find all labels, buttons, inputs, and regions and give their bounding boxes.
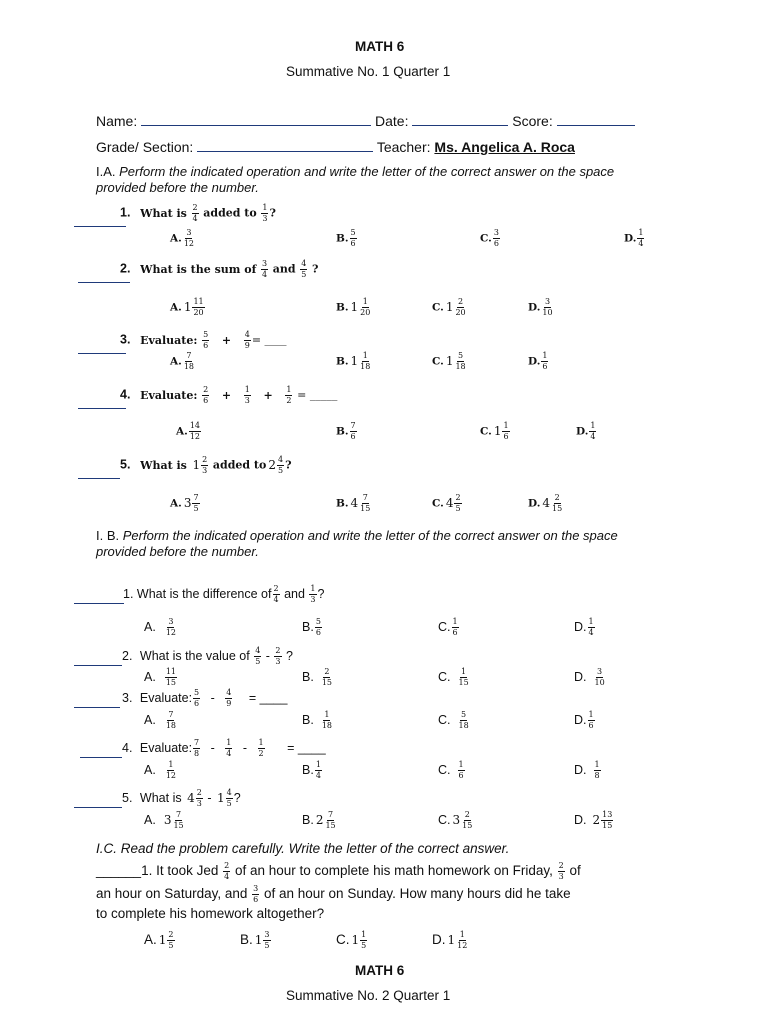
date-label: Date:: [375, 113, 409, 129]
problem-text: of: [569, 863, 581, 878]
option-c1-b[interactable]: B. 1 $\frac{3}{5}$: [240, 929, 270, 950]
question-end: ?: [285, 458, 292, 472]
fraction: $\frac{4}{5}$: [255, 646, 261, 666]
part-c-instruction: I.C. Read the problem carefully. Write the letter of the correct answer.: [96, 841, 510, 856]
operator: -: [210, 740, 215, 755]
question-a2: [120, 260, 318, 279]
fraction: $\frac{2}{3}$: [275, 646, 281, 666]
option-c1-c[interactable]: C. 1 $\frac{1}{5}$: [336, 929, 367, 950]
fraction: $\frac{1}{3}$: [244, 385, 250, 405]
option-a2-b[interactable]: B. 1 $\frac{1}{20}$: [336, 297, 371, 317]
question-number: 2.: [120, 261, 131, 276]
fraction: $\frac{1}{2}$: [258, 738, 264, 758]
answer-blank-a3[interactable]: [78, 352, 126, 354]
next-page-title: MATH 6: [355, 963, 405, 978]
page-subtitle: Summative No. 1 Quarter 1: [286, 64, 451, 79]
option-b5-b[interactable]: B. 2 $\frac{7}{15}$: [302, 810, 336, 830]
option-c1-d[interactable]: D. 1 $\frac{1}{12}$: [432, 929, 468, 950]
option-b3-c[interactable]: C. $\frac{5}{18}$: [438, 710, 469, 730]
part-b-instruction: [96, 528, 656, 559]
fraction: $\frac{4}{9}$: [244, 330, 250, 350]
answer-blank-b2[interactable]: [74, 664, 122, 666]
fraction: $\frac{1}{6}$: [588, 710, 594, 730]
fraction: $\frac{1}{5}$: [361, 929, 367, 950]
option-a1-b[interactable]: B. $\frac{5}{6}$: [336, 228, 356, 248]
fraction: $\frac{2}{6}$: [203, 385, 209, 405]
question-end: ?: [311, 262, 319, 276]
question-text: added to: [212, 458, 267, 472]
fraction: $\frac{2}{5}$: [168, 929, 174, 950]
fraction: $\frac{1}{20}$: [360, 297, 371, 317]
fraction: $\frac{7}{18}$: [183, 351, 194, 371]
answer-blank-b4[interactable]: [80, 756, 122, 758]
fraction: $\frac{7}{18}$: [165, 710, 176, 730]
option-a3-d[interactable]: D. $\frac{1}{6}$: [528, 351, 548, 371]
problem-c1-line2: [96, 884, 571, 904]
fraction: $\frac{3}{12}$: [165, 617, 176, 637]
operator: +: [263, 388, 273, 402]
question-text: Evaluate:: [139, 690, 193, 705]
option-b5-c[interactable]: C. 3 $\frac{2}{15}$: [438, 810, 473, 830]
fraction: $\frac{1}{4}$: [315, 760, 321, 780]
whole-number: 4: [187, 790, 195, 805]
fraction: $\frac{5}{6}$: [203, 330, 209, 350]
question-end: = ____: [251, 333, 287, 347]
fraction: $\frac{1}{8}$: [594, 760, 600, 780]
fraction: $\frac{2}{4}$: [273, 584, 279, 604]
score-blank[interactable]: [557, 113, 635, 126]
fraction: $\frac{5}{18}$: [458, 710, 469, 730]
option-b3-a[interactable]: A. $\frac{7}{18}$: [144, 710, 176, 730]
question-number: 1.: [120, 205, 131, 220]
fraction: $\frac{11}{15}$: [165, 667, 176, 687]
fraction: $\frac{1}{4}$: [638, 228, 644, 248]
option-a3-c[interactable]: C. 1 $\frac{5}{18}$: [432, 351, 466, 371]
question-text: What is: [140, 206, 187, 220]
option-b2-a[interactable]: A. $\frac{11}{15}$: [144, 667, 176, 687]
fraction: $\frac{7}{15}$: [173, 810, 184, 830]
option-b3-b[interactable]: B. $\frac{1}{18}$: [302, 710, 332, 730]
question-number: 5.: [120, 457, 131, 472]
fraction: $\frac{3}{10}$: [594, 667, 605, 687]
part-b-instruction-text: Perform the indicated operation and write the letter of the correct answer on the space provided before the number.: [96, 528, 618, 559]
option-b4-d[interactable]: D. $\frac{1}{8}$: [574, 760, 600, 780]
question-text: and: [272, 262, 296, 276]
answer-blank-a5[interactable]: [78, 477, 120, 479]
question-text: What is the sum of: [140, 262, 257, 276]
fraction: $\frac{3}{4}$: [261, 259, 268, 279]
fraction: $\frac{7}{15}$: [325, 810, 336, 830]
fraction: $\frac{5}{18}$: [455, 351, 466, 371]
part-a-instruction-text: Perform the indicated operation and write the letter of the correct answer on the space provided before the number.: [96, 164, 615, 195]
option-b2-c[interactable]: C. $\frac{1}{15}$: [438, 667, 469, 687]
part-b-prefix: I. B.: [96, 528, 120, 543]
grade-row: [96, 139, 575, 155]
part-a-prefix: I.A.: [96, 164, 116, 179]
fraction: $\frac{7}{15}$: [360, 493, 371, 513]
question-b5: [122, 789, 241, 808]
whole-number: 2: [268, 457, 276, 472]
fraction: $\frac{5}{6}$: [194, 688, 200, 708]
option-a2-c[interactable]: C. 1 $\frac{2}{20}$: [432, 297, 466, 317]
fraction: $\frac{3}{5}$: [264, 929, 270, 950]
option-a1-c[interactable]: C. $\frac{3}{6}$: [480, 228, 499, 248]
question-number: 3.: [120, 332, 131, 347]
option-a5-c[interactable]: C. 4 $\frac{2}{5}$: [432, 493, 461, 513]
grade-label: Grade/ Section:: [96, 139, 194, 155]
fraction: $\frac{4}{5}$: [278, 455, 284, 475]
whole-number: 1: [216, 790, 225, 805]
option-b4-a[interactable]: A. $\frac{1}{12}$: [144, 760, 176, 780]
fraction: $\frac{2}{4}$: [192, 203, 198, 223]
fraction: $\frac{2}{3}$: [202, 455, 208, 475]
fraction: $\frac{4}{5}$: [226, 788, 232, 808]
fraction: $\frac{11}{20}$: [193, 297, 204, 317]
option-a5-b[interactable]: B. 4 $\frac{7}{15}$: [336, 493, 371, 513]
question-end: ?: [269, 206, 276, 220]
option-b3-d[interactable]: D. $\frac{1}{6}$: [574, 710, 594, 730]
fraction: $\frac{1}{3}$: [262, 203, 268, 223]
fraction: $\frac{3}{6}$: [253, 883, 259, 904]
problem-text: 1. It took Jed: [141, 863, 219, 878]
question-text: What is the value of: [139, 648, 250, 663]
fraction: $\frac{4}{5}$: [301, 259, 307, 279]
question-b1: [123, 585, 324, 604]
option-a1-d[interactable]: D. $\frac{1}{4}$: [624, 228, 644, 248]
name-label: Name:: [96, 113, 138, 129]
option-b5-a[interactable]: A. 3 $\frac{7}{15}$: [144, 810, 184, 830]
problem-text: of an hour on Sunday. How many hours did he take: [264, 886, 571, 901]
fraction: $\frac{3}{10}$: [542, 297, 553, 317]
fraction: $\frac{1}{12}$: [165, 760, 176, 780]
question-number: 4.: [120, 387, 131, 402]
teacher-name: Ms. Angelica A. Roca: [434, 139, 575, 155]
fraction: $\frac{2}{20}$: [455, 297, 466, 317]
problem-text: an hour on Saturday, and: [96, 886, 248, 901]
part-a-instruction: [96, 164, 656, 195]
option-b4-b[interactable]: B. $\frac{1}{4}$: [302, 760, 321, 780]
fraction: $\frac{2}{3}$: [196, 788, 202, 808]
option-b4-c[interactable]: C. $\frac{1}{6}$: [438, 760, 464, 780]
fraction: $\frac{1}{6}$: [452, 617, 458, 637]
question-text: Evaluate:: [140, 388, 198, 402]
teacher-label: Teacher:: [376, 139, 431, 155]
problem-c1-line1: [96, 861, 581, 881]
question-text: What is the difference of: [136, 586, 272, 601]
option-b2-b[interactable]: B. $\frac{2}{15}$: [302, 667, 332, 687]
fraction: $\frac{7}{8}$: [194, 738, 200, 758]
question-b2: [122, 647, 293, 666]
question-number: 2.: [122, 648, 133, 663]
fraction: $\frac{13}{15}$: [602, 810, 613, 830]
question-end: ?: [286, 648, 293, 663]
question-a3: [120, 331, 287, 350]
option-a3-a[interactable]: A. $\frac{7}{18}$: [170, 351, 194, 371]
operator: +: [221, 388, 232, 402]
option-b1-b[interactable]: B. $\frac{5}{6}$: [302, 617, 321, 637]
fraction: $\frac{1}{2}$: [286, 385, 292, 405]
option-a2-d[interactable]: D. $\frac{3}{10}$: [528, 297, 553, 317]
question-a5: [120, 456, 292, 475]
name-row: [96, 113, 635, 129]
fraction: $\frac{1}{4}$: [588, 617, 594, 637]
question-end: = _____: [297, 388, 338, 402]
fraction: $\frac{1}{18}$: [360, 351, 371, 371]
fraction: $\frac{1}{4}$: [226, 738, 232, 758]
fraction: $\frac{3}{6}$: [493, 228, 499, 248]
question-text: Evaluate:: [139, 740, 193, 755]
score-label: Score:: [512, 113, 553, 129]
fraction: $\frac{1}{15}$: [458, 667, 469, 687]
option-b5-d[interactable]: D. 2 $\frac{13}{15}$: [574, 810, 613, 830]
answer-blank-b1[interactable]: [74, 602, 124, 604]
whole-number: 1: [192, 457, 201, 472]
answer-blank-b5[interactable]: [74, 806, 122, 808]
option-b1-a[interactable]: A. $\frac{3}{12}$: [144, 617, 176, 637]
operator: -: [210, 690, 215, 705]
date-blank[interactable]: [412, 113, 508, 126]
fraction: $\frac{1}{6}$: [503, 421, 509, 441]
fraction: $\frac{2}{4}$: [224, 860, 230, 881]
option-a4-d[interactable]: D. $\frac{1}{4}$: [576, 421, 596, 441]
fraction: $\frac{2}{15}$: [552, 493, 563, 513]
fraction: $\frac{2}{5}$: [455, 493, 461, 513]
option-b1-c[interactable]: C. $\frac{1}{6}$: [438, 617, 458, 637]
question-number: 1.: [123, 586, 134, 601]
question-b4: [122, 739, 326, 758]
option-a1-a[interactable]: A. $\frac{3}{12}$: [170, 228, 194, 248]
question-text: and: [284, 586, 305, 601]
fraction: $\frac{1}{18}$: [321, 710, 332, 730]
answer-blank-a1[interactable]: [74, 225, 126, 227]
question-number: 5.: [122, 790, 133, 805]
question-text: Evaluate:: [140, 333, 198, 347]
question-a1: [120, 204, 276, 223]
problem-c1-line3: to complete his homework altogether?: [96, 906, 325, 921]
fraction: $\frac{5}{6}$: [315, 617, 321, 637]
fraction: $\frac{1}{12}$: [457, 929, 468, 950]
question-end: = ____: [248, 690, 288, 705]
fraction: $\frac{7}{5}$: [193, 493, 199, 513]
fraction: $\frac{5}{6}$: [350, 228, 356, 248]
fraction: $\frac{3}{12}$: [183, 228, 194, 248]
option-a4-b[interactable]: B. $\frac{7}{6}$: [336, 421, 356, 441]
question-text: What is: [140, 458, 187, 472]
operator: -: [242, 740, 248, 755]
option-a4-a[interactable]: A. $\frac{14}{12}$: [176, 421, 200, 441]
name-blank[interactable]: [141, 113, 371, 126]
question-a4: [120, 386, 337, 405]
option-a2-a[interactable]: A. 1 $\frac{11}{20}$: [170, 297, 204, 317]
question-end: ?: [233, 790, 241, 805]
fraction: $\frac{7}{6}$: [350, 421, 356, 441]
fraction: $\frac{14}{12}$: [189, 421, 200, 441]
problem-text: of an hour to complete his math homework on Friday,: [234, 863, 553, 878]
answer-blank-a4[interactable]: [78, 407, 126, 409]
question-text: added to: [203, 206, 257, 220]
option-a5-a[interactable]: A. 3 $\frac{7}{5}$: [170, 493, 199, 513]
answer-blank-a2[interactable]: [78, 281, 130, 283]
option-a5-d[interactable]: D. 4 $\frac{2}{15}$: [528, 493, 563, 513]
question-end: ?: [317, 586, 325, 601]
question-end: = ____: [287, 740, 326, 755]
option-c1-a[interactable]: A. 1 $\frac{2}{5}$: [144, 929, 174, 950]
fraction: $\frac{2}{3}$: [558, 860, 564, 881]
question-b3: [122, 689, 287, 708]
grade-blank[interactable]: [197, 139, 373, 152]
fraction: $\frac{1}{3}$: [310, 584, 316, 604]
operator: -: [207, 790, 212, 805]
option-b2-d[interactable]: D. $\frac{3}{10}$: [574, 667, 605, 687]
fraction: $\frac{4}{9}$: [226, 688, 232, 708]
answer-blank-c1[interactable]: ______: [96, 863, 142, 878]
operator: -: [265, 648, 270, 663]
answer-blank-b3[interactable]: [74, 706, 120, 708]
question-number: 4.: [122, 740, 133, 755]
question-number: 3.: [122, 690, 133, 705]
fraction: $\frac{1}{4}$: [590, 421, 596, 441]
option-b1-d[interactable]: D. $\frac{1}{4}$: [574, 617, 594, 637]
fraction: $\frac{2}{15}$: [462, 810, 473, 830]
question-text: What is: [139, 790, 182, 805]
next-page-subtitle: Summative No. 2 Quarter 1: [286, 988, 451, 1003]
operator: +: [221, 333, 232, 347]
fraction: $\frac{1}{6}$: [542, 351, 548, 371]
fraction: $\frac{1}{6}$: [458, 760, 464, 780]
page-title: MATH 6: [355, 39, 405, 54]
option-a4-c[interactable]: C. 1 $\frac{1}{6}$: [480, 421, 509, 441]
fraction: $\frac{2}{15}$: [321, 667, 332, 687]
option-a3-b[interactable]: B. 1 $\frac{1}{18}$: [336, 351, 371, 371]
